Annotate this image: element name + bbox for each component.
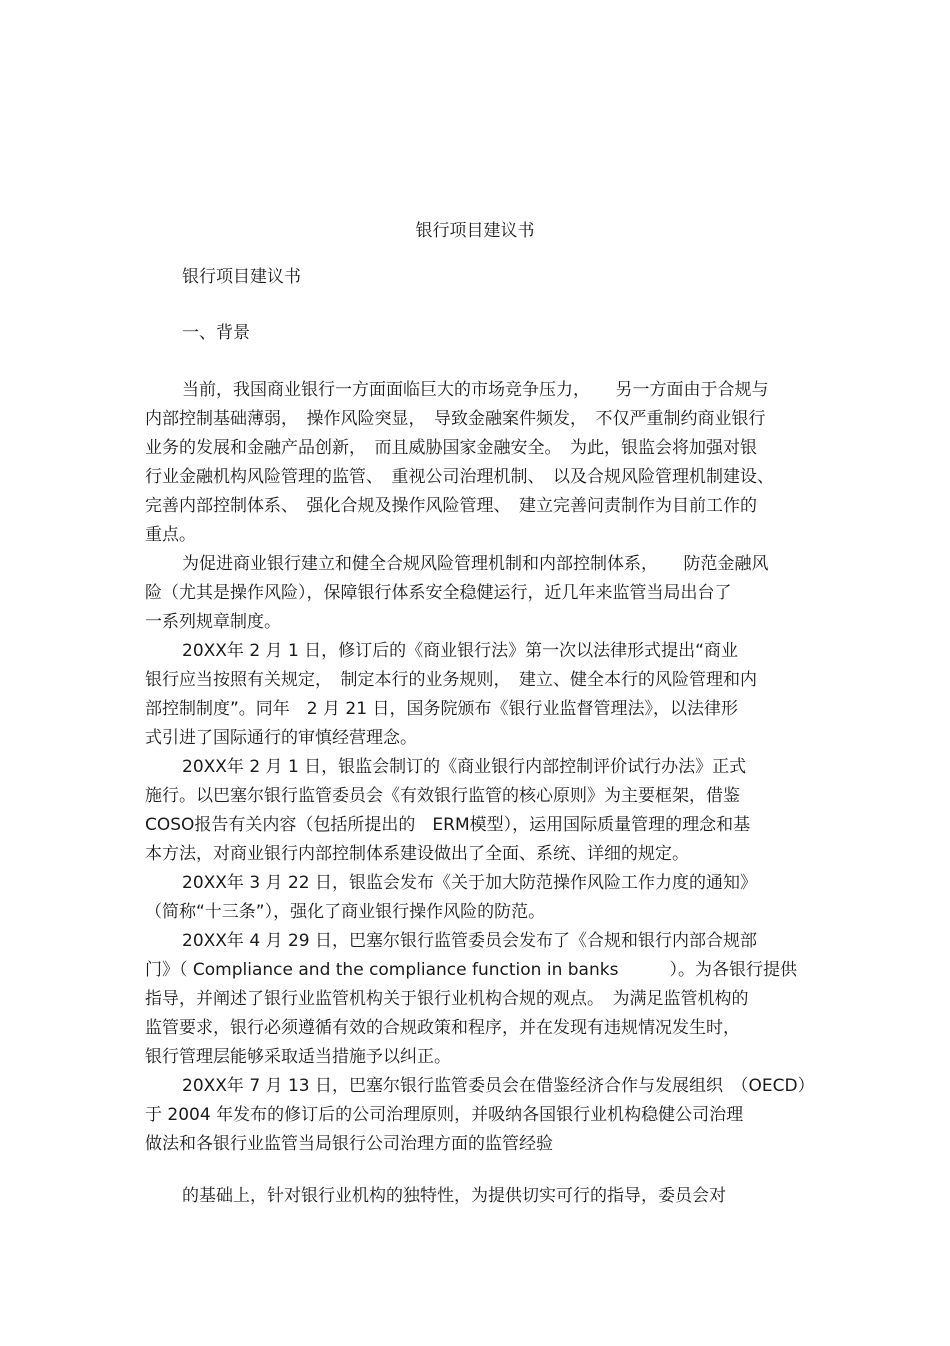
paragraph [145,550,805,637]
text-line: 重点。 [145,525,196,545]
text-line: 的基础上，针对银行业机构的独特性，为提供切实可行的指导，委员会对 [182,1186,726,1206]
text-line: 监管要求，银行必须遵循有效的合规政策和程序，并在发现有违规情况发生时， [145,1018,740,1038]
paragraph [145,1072,815,1159]
text-line: 施行。以巴塞尔银行监管委员会《有效银行监管的核心原则》为主要框架，借鉴 [145,786,740,806]
text-line: 本方法，对商业银行内部控制体系建设做出了全面、系统、详细的规定。 [145,844,689,864]
text-line: 险（尤其是操作风险），保障银行体系安全稳健运行，近几年来监管当局出台了 [145,583,732,603]
text-line: 20XX年 3 月 22 日，银监会发布《关于加大防范操作风险工作力度的通知》 [182,873,757,893]
text-line: 银行管理层能够采取适当措施予以纠正。 [145,1047,451,1067]
paragraph-gap [145,1159,805,1182]
text-line: 20XX年 4 月 29 日，巴塞尔银行监管委员会发布了《合规和银行内部合规部 [182,931,757,951]
text-line: 20XX年 2 月 1 日，修订后的《商业银行法》第一次以法律形式提出“商业 [182,641,738,661]
text-line: 20XX年 2 月 1 日，银监会制订的《商业银行内部控制评价试行办法》正式 [182,757,747,777]
text-line: 内部控制基础薄弱， 操作风险突显， 导致金融案件频发， 不仅严重制约商业银行 [145,409,766,429]
text-line: 指导，并阐述了银行业监管机构关于银行业机构合规的观点。 为满足监管机构的 [145,989,749,1009]
document-body [145,376,815,1211]
paragraph [145,927,805,1072]
text-line: 20XX年 7 月 13 日，巴塞尔银行监管委员会在借鉴经济合作与发展组织 （OECD） [182,1076,815,1096]
text-line: （简称“十三条”），强化了商业银行操作风险的防范。 [145,902,546,922]
text-line: 部控制制度”。同年 2 月 21 日，国务院颁布《银行业监督管理法》，以法律形 [145,699,738,719]
paragraph [145,869,805,927]
paragraph [145,1182,805,1211]
text-line: 一系列规章制度。 [145,612,281,632]
text-line: 做法和各银行业监管当局银行公司治理方面的监管经验 [145,1134,553,1154]
text-line: 业务的发展和金融产品创新， 而且威胁国家金融安全。 为此，银监会将加强对银 [145,438,757,458]
text-line: 行业金融机构风险管理的监管、 重视公司治理机制、 以及合规风险管理机制建设、 [145,467,774,487]
text-line: 门》（ Compliance and the compliance function in banks ）。为各银行提供 [145,960,797,980]
text-line: 式引进了国际通行的审慎经营理念。 [145,728,417,748]
text-line: 当前，我国商业银行一方面面临巨大的市场竞争压力， 另一方面由于合规与 [182,380,769,400]
text-line: 于 2004 年发布的修订后的公司治理原则，并吸纳各国银行业机构稳健公司治理 [145,1105,744,1125]
text-line: COSO报告有关内容（包括所提出的 ERM模型），运用国际质量管理的理念和基 [145,815,751,835]
paragraph [145,637,805,753]
text-line: 为促进商业银行建立和健全合规风险管理机制和内部控制体系， 防范金融风 [182,554,769,574]
document-subtitle: 银行项目建议书 [182,267,301,287]
paragraph [145,376,805,550]
text-line: 完善内部控制体系、 强化合规及操作风险管理、 建立完善问责制作为目前工作的 [145,496,757,516]
text-line: 银行应当按照有关规定， 制定本行的业务规则， 建立、健全本行的风险管理和内 [145,670,757,690]
section-heading: 一、背景 [182,323,250,343]
paragraph [145,753,805,869]
document-title: 银行项目建议书 [415,221,535,241]
